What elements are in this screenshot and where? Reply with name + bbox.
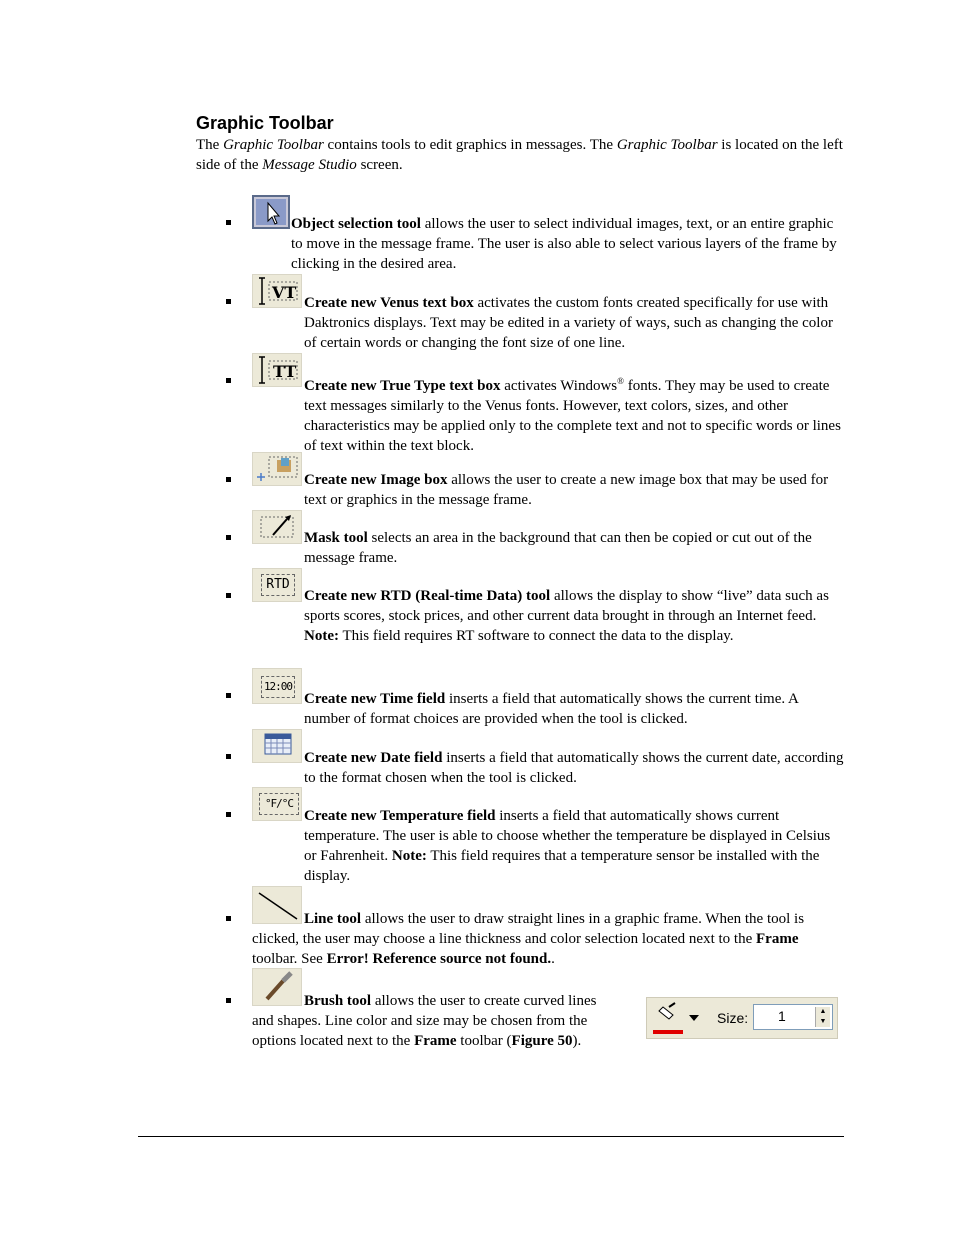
object-selection-icon <box>252 195 290 229</box>
time-field-icon: 12:00 <box>252 668 302 704</box>
size-stepper[interactable]: 1 ▲ ▼ <box>753 1004 833 1030</box>
brush-options-figure <box>646 997 838 1039</box>
svg-text:VT: VT <box>272 283 297 302</box>
mask-tool-icon <box>252 510 302 544</box>
image-box-icon <box>252 452 302 486</box>
size-label: Size: <box>717 1010 749 1026</box>
rtd-icon: RTD <box>252 568 302 602</box>
intro-paragraph: The Graphic Toolbar contains tools to edit graphics in messages. The Graphic Toolbar is located on the left side of the Message Studio screen. <box>196 137 843 173</box>
temperature-field-icon: °F/°C <box>252 787 302 821</box>
footer-rule <box>138 1136 844 1137</box>
venus-text-icon <box>252 274 302 308</box>
date-field-icon <box>252 729 302 763</box>
stepper-arrows-icon[interactable]: ▲ ▼ <box>815 1007 830 1027</box>
svg-text:TT: TT <box>273 362 297 381</box>
page-title: Graphic Toolbar <box>196 113 334 133</box>
truetype-text-icon <box>252 353 302 387</box>
